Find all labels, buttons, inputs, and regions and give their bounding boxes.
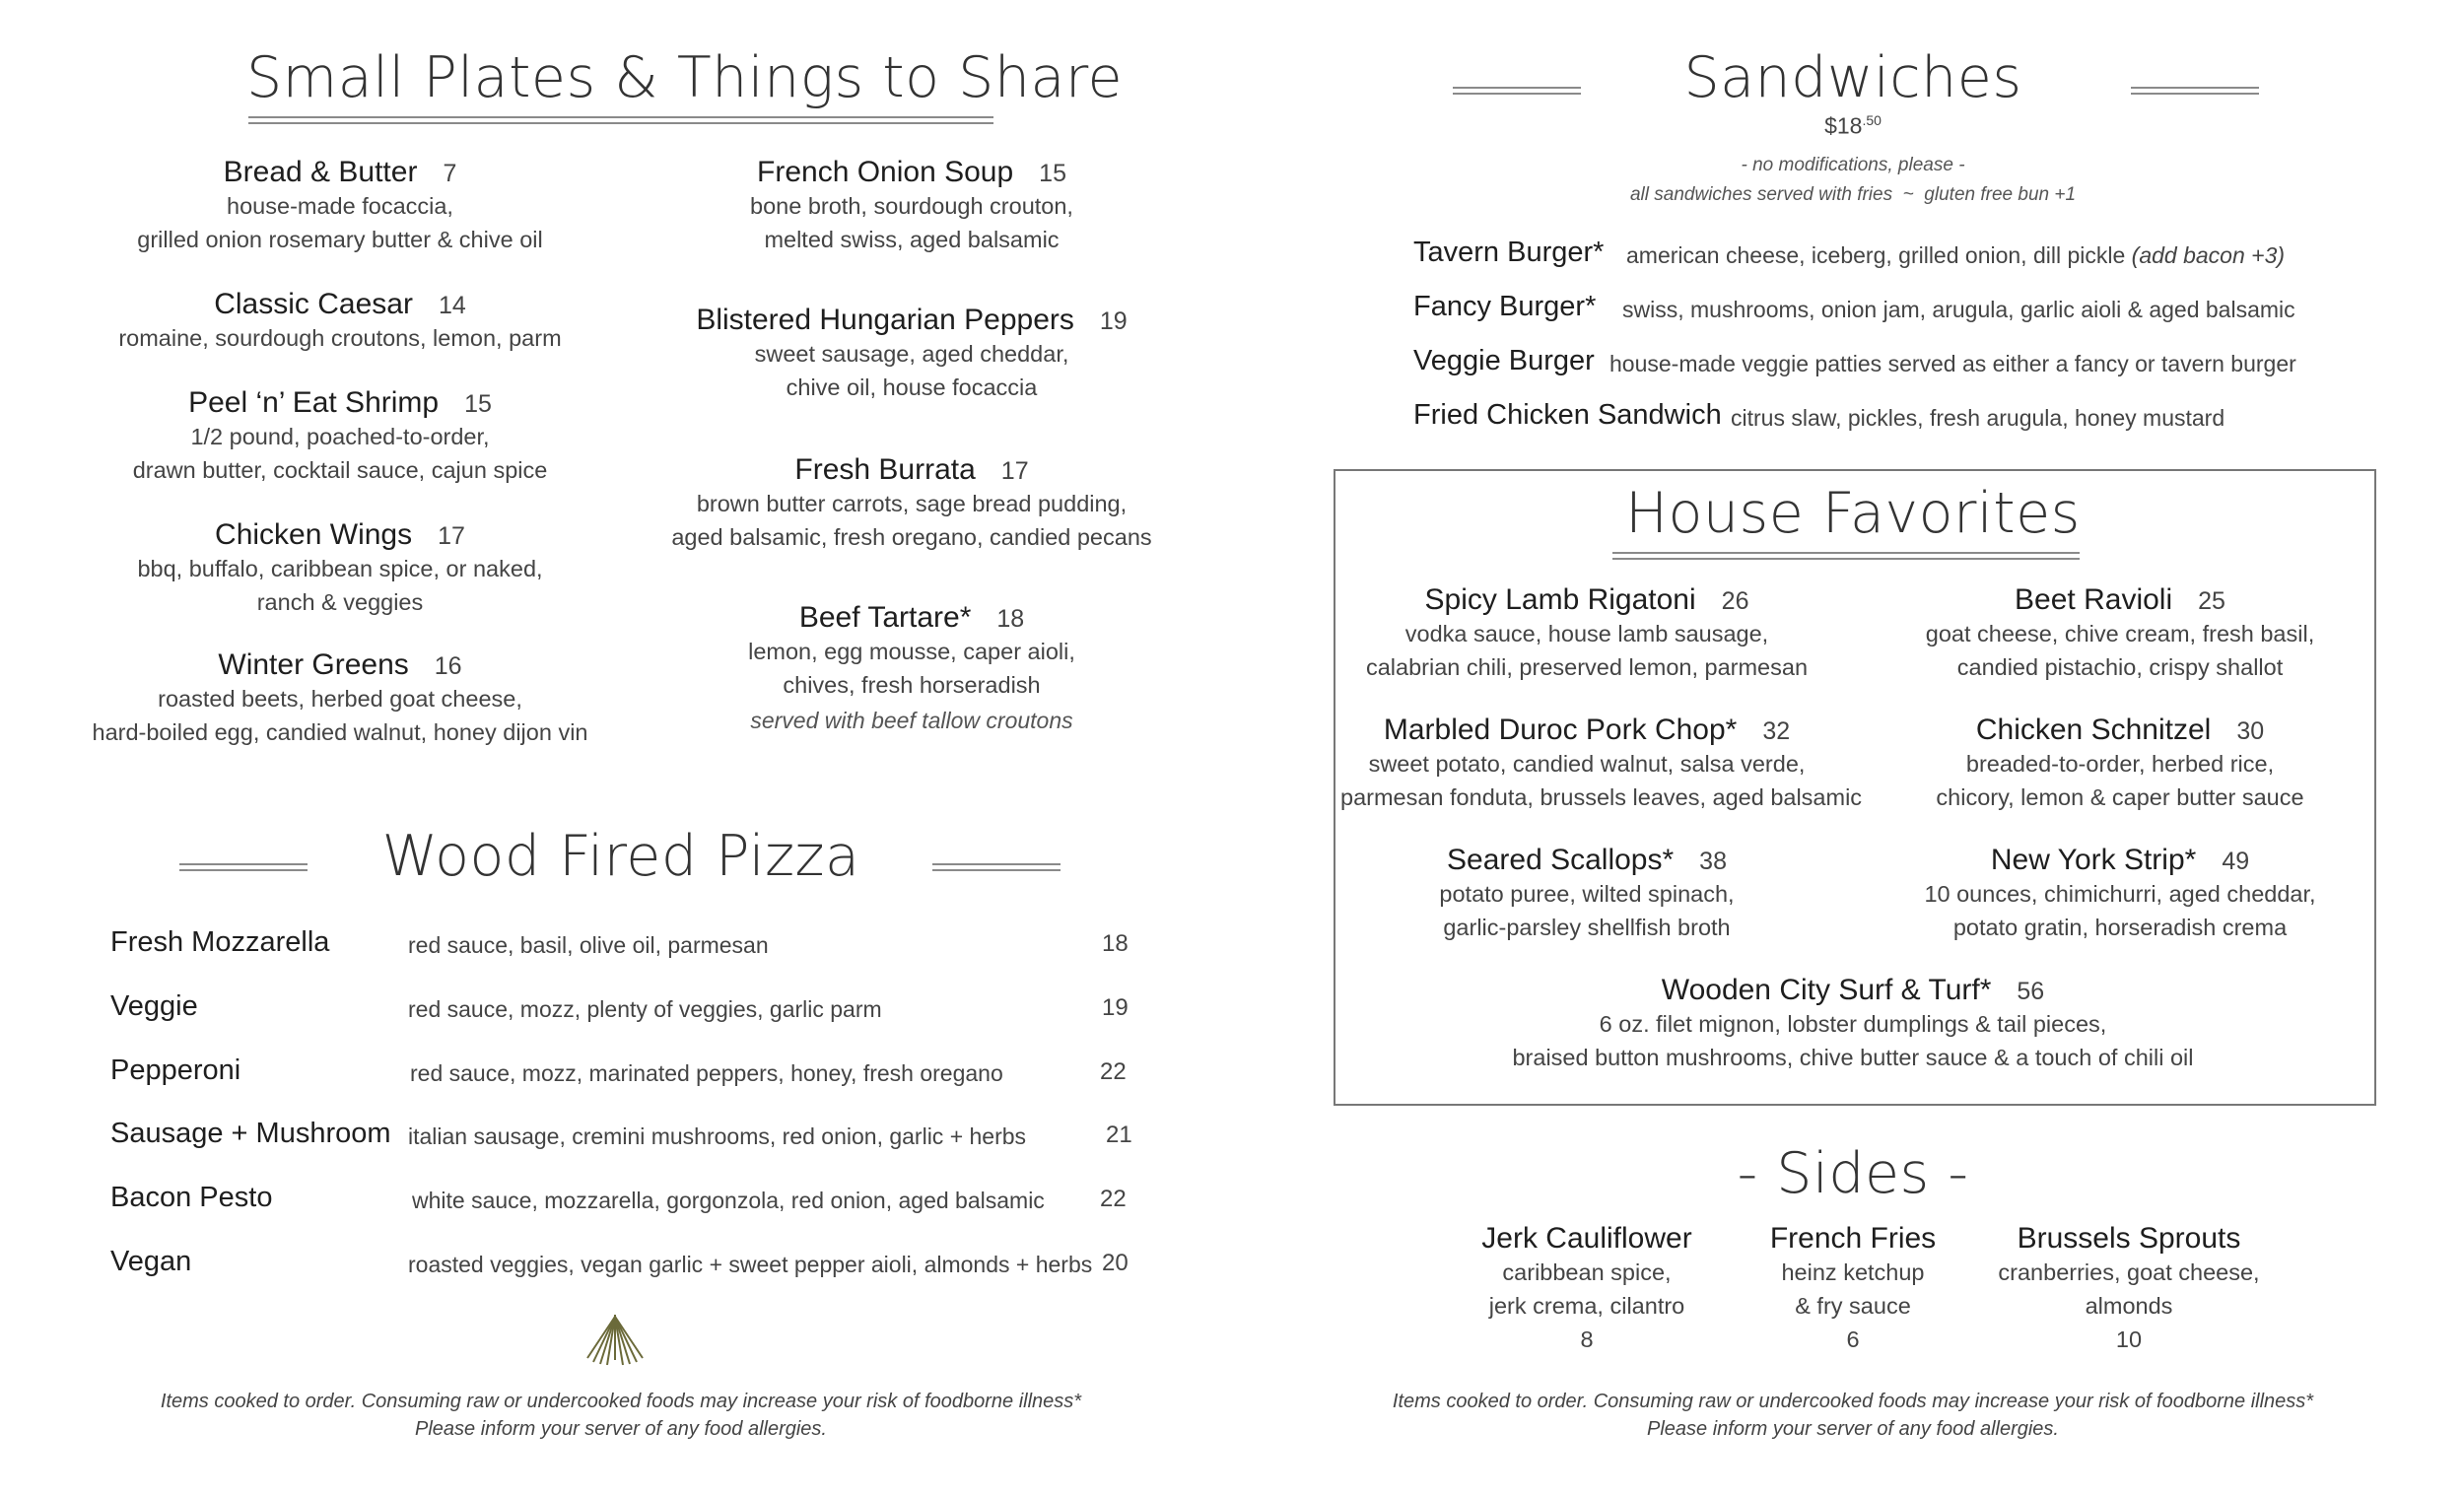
footer-line: Please inform your server of any food allergies. bbox=[1647, 1418, 2059, 1440]
pizza-row bbox=[0, 1054, 1232, 1094]
item-desc: grilled onion rosemary butter & chive oil bbox=[137, 227, 543, 252]
pizza-desc: red sauce, mozz, marinated peppers, honey, fresh oregano bbox=[410, 1060, 1003, 1086]
small-plates-title: Small Plates & Things to Share bbox=[246, 45, 1124, 110]
sandwich-row bbox=[0, 237, 2464, 276]
sandwich-desc: house-made veggie patties served as either a fancy or tavern burger bbox=[1609, 351, 2296, 376]
item-desc: heinz ketchup bbox=[1781, 1259, 1925, 1285]
pizza-list bbox=[0, 926, 1232, 1277]
pizza-price: 20 bbox=[1102, 1250, 1129, 1276]
menu-item bbox=[641, 601, 1183, 734]
item-name: Fresh Burrata bbox=[794, 453, 976, 486]
item-price: 17 bbox=[1000, 457, 1029, 485]
pizza-price: 18 bbox=[1102, 930, 1129, 957]
item-desc: cranberries, goat cheese, bbox=[1998, 1259, 2260, 1285]
side-item bbox=[1449, 1222, 1725, 1356]
item-desc: sweet potato, candied walnut, salsa verde, bbox=[1368, 751, 1806, 777]
item-price: 16 bbox=[434, 652, 462, 680]
pizza-name: Bacon Pesto bbox=[110, 1182, 273, 1213]
sandwiches-note: all sandwiches served with fries ~ gluten free bun +1 bbox=[1629, 184, 2077, 205]
item-price: 32 bbox=[1762, 717, 1791, 745]
item-desc: caribbean spice, bbox=[1502, 1259, 1672, 1285]
item-price: 15 bbox=[464, 390, 492, 418]
menu-item bbox=[69, 648, 611, 749]
pizza-price: 22 bbox=[1100, 1058, 1127, 1085]
pizza-price: 19 bbox=[1102, 994, 1129, 1021]
footer-line: Please inform your server of any food allergies. bbox=[415, 1418, 827, 1440]
item-name: Wooden City Surf & Turf* bbox=[1661, 974, 1992, 1006]
footer-line: Items cooked to order. Consuming raw or undercooked foods may increase your risk of foodborne illness* bbox=[1392, 1391, 2314, 1412]
menu-item bbox=[1879, 714, 2361, 814]
sandwich-desc-text: american cheese, iceberg, grilled onion, dill pickle bbox=[1626, 242, 2126, 268]
sandwich-name: Tavern Burger* bbox=[1413, 237, 1605, 268]
item-note: served with beef tallow croutons bbox=[750, 708, 1073, 733]
pizza-name: Fresh Mozzarella bbox=[110, 926, 330, 958]
menu-item bbox=[1879, 844, 2361, 944]
side-item bbox=[1715, 1222, 1991, 1356]
item-desc: romaine, sourdough croutons, lemon, parm bbox=[118, 325, 562, 351]
item-name: Marbled Duroc Pork Chop* bbox=[1383, 714, 1738, 746]
pizza-desc: italian sausage, cremini mushrooms, red onion, garlic + herbs bbox=[408, 1123, 1027, 1149]
pizza-rule-left bbox=[179, 863, 308, 871]
item-name: Seared Scallops* bbox=[1447, 844, 1675, 876]
pizza-name: Sausage + Mushroom bbox=[110, 1118, 391, 1149]
item-name: Blistered Hungarian Peppers bbox=[696, 304, 1074, 336]
item-desc: jerk crema, cilantro bbox=[1488, 1293, 1685, 1319]
item-desc: aged balsamic, fresh oregano, candied pecans bbox=[671, 524, 1152, 550]
item-name: Chicken Schnitzel bbox=[1975, 714, 2212, 746]
item-desc: braised button mushrooms, chive butter sauce & a touch of chili oil bbox=[1512, 1045, 2194, 1070]
item-desc: 6 oz. filet mignon, lobster dumplings & tail pieces, bbox=[1599, 1011, 2107, 1037]
sandwich-name: Fancy Burger* bbox=[1413, 291, 1597, 322]
pizza-rule-right bbox=[932, 863, 1061, 871]
footer-left bbox=[79, 1388, 1163, 1443]
sandwich-name: Veggie Burger bbox=[1413, 345, 1595, 376]
item-desc: lemon, egg mousse, caper aioli, bbox=[748, 639, 1075, 664]
sandwiches-note: - no modifications, please - bbox=[1741, 155, 1965, 175]
item-desc: 1/2 pound, poached-to-order, bbox=[190, 424, 490, 449]
pizza-desc: red sauce, basil, olive oil, parmesan bbox=[408, 932, 769, 958]
sandwich-desc bbox=[1626, 242, 2285, 269]
sandwich-extra: (add bacon +3) bbox=[2131, 242, 2286, 268]
pizza-name: Veggie bbox=[110, 990, 198, 1022]
item-desc: garlic-parsley shellfish broth bbox=[1443, 915, 1731, 940]
sandwiches-price-cents: .50 bbox=[1862, 112, 1882, 128]
item-desc: potato gratin, horseradish crema bbox=[1952, 915, 2288, 940]
pizza-title: Wood Fired Pizza bbox=[381, 824, 860, 889]
pizza-row bbox=[0, 1246, 1232, 1285]
item-price: 18 bbox=[996, 605, 1025, 633]
item-price: 10 bbox=[2115, 1326, 2143, 1352]
pizza-row bbox=[0, 1118, 1232, 1157]
item-desc: sweet sausage, aged cheddar, bbox=[754, 341, 1069, 367]
sandwich-desc: swiss, mushrooms, onion jam, arugula, garlic aioli & aged balsamic bbox=[1622, 297, 2295, 322]
item-name: Brussels Sprouts bbox=[2017, 1222, 2241, 1255]
item-name: New York Strip* bbox=[1990, 844, 2197, 876]
item-price: 17 bbox=[438, 522, 465, 550]
item-price: 15 bbox=[1039, 160, 1066, 187]
sandwiches-rule-left bbox=[1453, 87, 1581, 95]
item-name: Bread & Butter bbox=[223, 156, 418, 188]
item-price: 8 bbox=[1580, 1326, 1594, 1352]
pizza-name: Vegan bbox=[110, 1246, 192, 1277]
sandwich-name: Fried Chicken Sandwich bbox=[1413, 399, 1722, 431]
item-name: Spicy Lamb Rigatoni bbox=[1424, 583, 1696, 616]
item-desc: & fry sauce bbox=[1795, 1293, 1911, 1319]
item-price: 56 bbox=[2017, 978, 2045, 1005]
item-name: Winter Greens bbox=[218, 648, 409, 681]
sandwiches-title: Sandwiches bbox=[1683, 45, 2022, 110]
side-item bbox=[1981, 1222, 2277, 1356]
sandwich-row bbox=[0, 291, 2464, 330]
item-price: 14 bbox=[438, 292, 466, 319]
pizza-price: 21 bbox=[1106, 1122, 1132, 1148]
item-desc: 10 ounces, chimichurri, aged cheddar, bbox=[1924, 881, 2316, 907]
item-name: French Fries bbox=[1769, 1222, 1937, 1255]
pizza-row bbox=[0, 926, 1232, 966]
menu-item bbox=[69, 518, 611, 619]
item-desc: vodka sauce, house lamb sausage, bbox=[1404, 621, 1769, 646]
sandwich-row bbox=[0, 345, 2464, 384]
menu-item bbox=[1340, 714, 1863, 814]
menu-item bbox=[1340, 844, 1833, 944]
sandwiches-rule-right bbox=[2131, 87, 2259, 95]
pizza-desc: red sauce, mozz, plenty of veggies, garlic parm bbox=[408, 996, 882, 1022]
item-price: 26 bbox=[1721, 587, 1749, 615]
item-name: Beef Tartare* bbox=[798, 601, 972, 634]
item-name: Jerk Cauliflower bbox=[1481, 1222, 1692, 1255]
item-desc: parmesan fonduta, brussels leaves, aged balsamic bbox=[1340, 784, 1863, 810]
item-desc: bbq, buffalo, caribbean spice, or naked, bbox=[137, 556, 543, 581]
sides-title: - Sides - bbox=[1737, 1141, 1969, 1206]
pizza-row bbox=[0, 990, 1232, 1030]
footer-right bbox=[1311, 1388, 2395, 1443]
palm-leaf-icon bbox=[583, 1311, 647, 1368]
item-desc: goat cheese, chive cream, fresh basil, bbox=[1925, 621, 2315, 646]
house-favorites-rule bbox=[1612, 552, 2080, 560]
item-desc: calabrian chili, preserved lemon, parmesan bbox=[1365, 654, 1809, 680]
item-name: Chicken Wings bbox=[215, 518, 413, 551]
menu-item bbox=[641, 453, 1183, 554]
pizza-name: Pepperoni bbox=[110, 1054, 241, 1086]
item-desc: melted swiss, aged balsamic bbox=[764, 227, 1060, 252]
sandwich-list bbox=[0, 237, 2464, 443]
sandwiches-price bbox=[1804, 112, 1902, 140]
pizza-row bbox=[0, 1182, 1232, 1221]
item-desc: house-made focaccia, bbox=[227, 193, 453, 219]
pizza-price: 22 bbox=[1100, 1186, 1127, 1212]
small-plates-title-rule bbox=[248, 116, 993, 124]
sandwich-row bbox=[0, 399, 2464, 439]
item-desc: chive oil, house focaccia bbox=[786, 374, 1038, 400]
footer-line: Items cooked to order. Consuming raw or undercooked foods may increase your risk of foodborne illness* bbox=[160, 1391, 1082, 1412]
item-price: 30 bbox=[2236, 717, 2265, 745]
item-desc: candied pistachio, crispy shallot bbox=[1956, 654, 2284, 680]
item-name: French Onion Soup bbox=[757, 156, 1014, 188]
menu-item bbox=[1340, 583, 1833, 684]
item-desc: chicory, lemon & caper butter sauce bbox=[1936, 784, 2304, 810]
item-price: 19 bbox=[1099, 307, 1128, 335]
item-desc: drawn butter, cocktail sauce, cajun spice bbox=[132, 457, 548, 483]
item-price: 7 bbox=[443, 160, 457, 187]
item-desc: chives, fresh horseradish bbox=[783, 672, 1041, 698]
menu-item bbox=[1879, 583, 2361, 684]
item-desc: brown butter carrots, sage bread pudding, bbox=[696, 491, 1128, 516]
item-price: 38 bbox=[1699, 848, 1727, 875]
sandwiches-price-dollars: $18 bbox=[1824, 112, 1863, 139]
house-favorites-title: House Favorites bbox=[1625, 481, 2081, 546]
item-desc: hard-boiled egg, candied walnut, honey dijon vin bbox=[92, 719, 588, 745]
item-price: 25 bbox=[2198, 587, 2225, 615]
item-desc: ranch & veggies bbox=[256, 589, 424, 615]
sandwich-desc: citrus slaw, pickles, fresh arugula, honey mustard bbox=[1731, 405, 2225, 431]
item-desc: potato puree, wilted spinach, bbox=[1439, 881, 1735, 907]
item-name: Classic Caesar bbox=[214, 288, 413, 320]
item-price: 49 bbox=[2222, 848, 2250, 875]
menu-item bbox=[1459, 974, 2247, 1074]
item-desc: almonds bbox=[2085, 1293, 2173, 1319]
item-name: Beet Ravioli bbox=[2015, 583, 2173, 616]
item-name: Peel ‘n’ Eat Shrimp bbox=[188, 386, 440, 419]
pizza-desc: white sauce, mozzarella, gorgonzola, red onion, aged balsamic bbox=[412, 1188, 1045, 1213]
item-price: 6 bbox=[1846, 1326, 1860, 1352]
item-desc: bone broth, sourdough crouton, bbox=[750, 193, 1073, 219]
item-desc: roasted beets, herbed goat cheese, bbox=[158, 686, 522, 712]
pizza-desc: roasted veggies, vegan garlic + sweet pepper aioli, almonds + herbs bbox=[408, 1252, 1093, 1277]
item-desc: breaded-to-order, herbed rice, bbox=[1965, 751, 2275, 777]
